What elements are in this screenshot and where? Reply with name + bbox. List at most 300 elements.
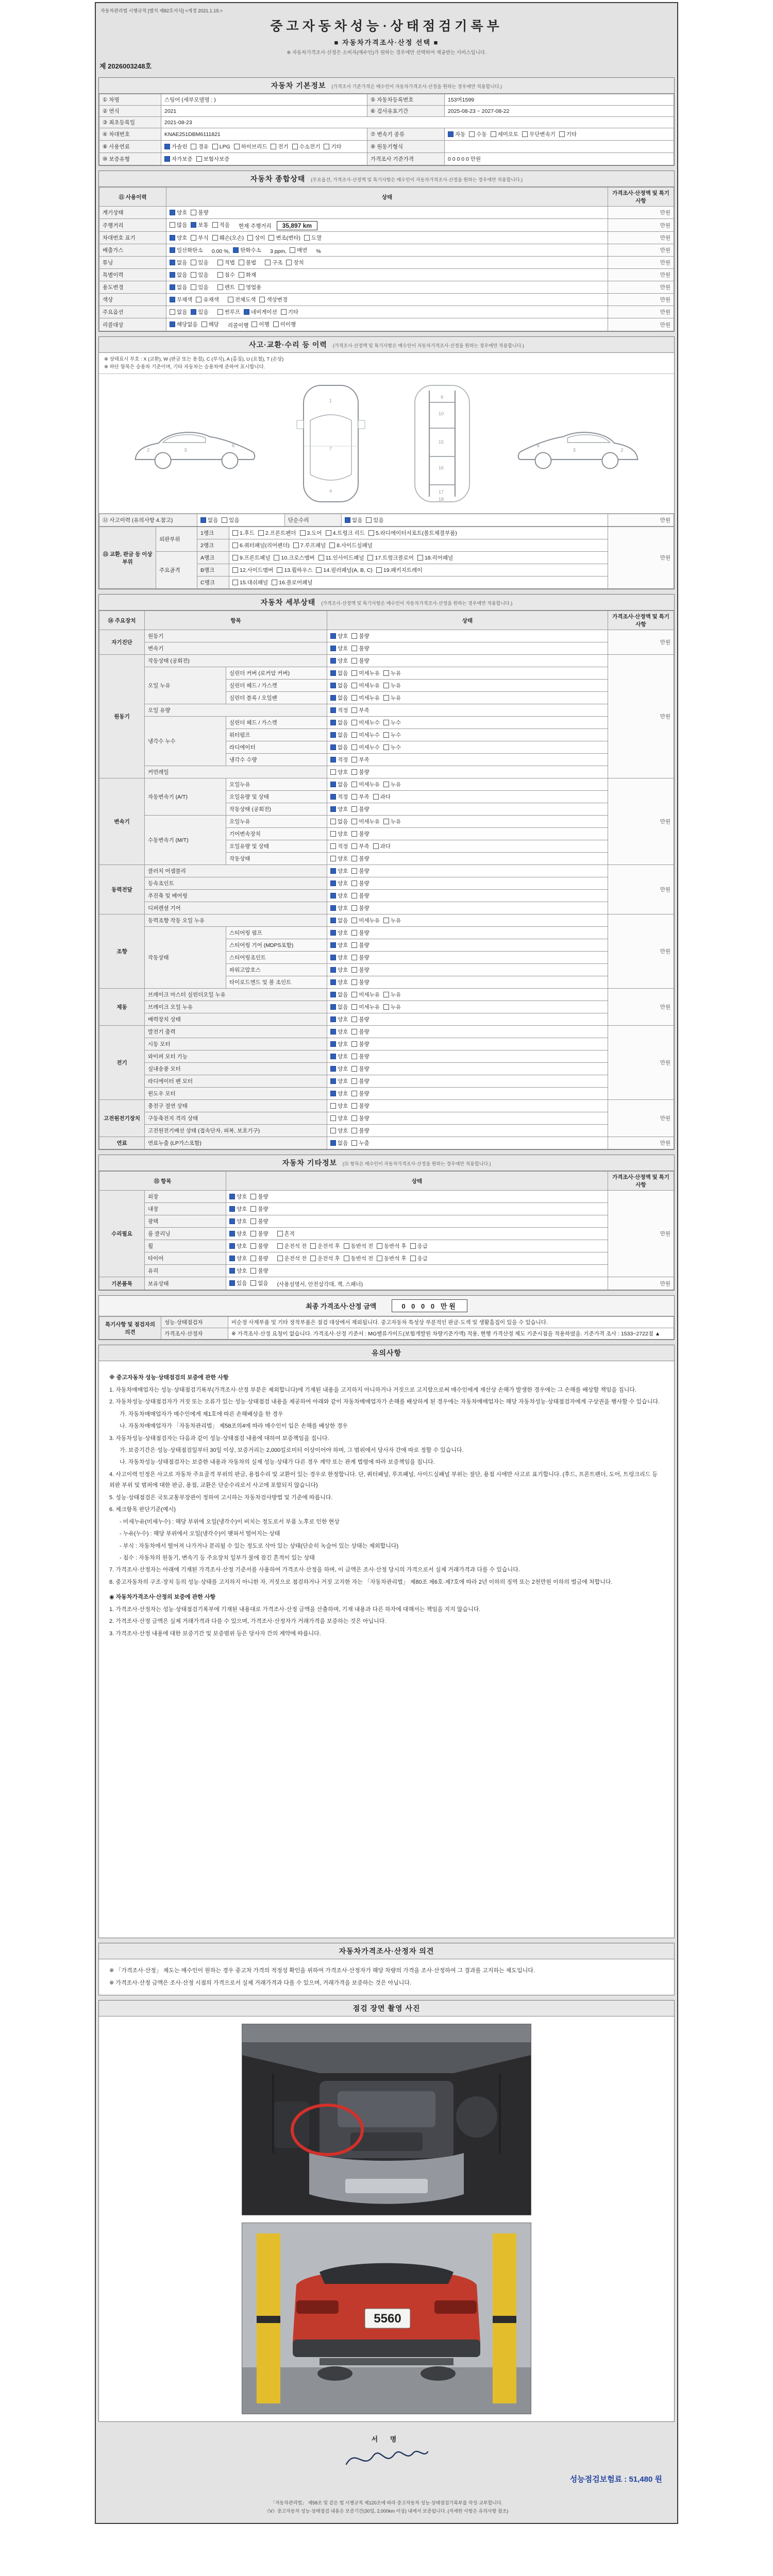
checkbox-checked[interactable] [229, 1194, 235, 1199]
checkbox-checked[interactable] [330, 794, 336, 800]
checkbox-checked[interactable] [330, 967, 336, 973]
checkbox-unchecked[interactable] [310, 1256, 316, 1261]
checkbox-option[interactable] [351, 966, 369, 974]
checkbox-unchecked[interactable] [212, 144, 218, 149]
checkbox-checked[interactable] [330, 732, 336, 738]
checkbox-option[interactable] [217, 259, 235, 266]
checkbox-unchecked[interactable] [351, 683, 357, 688]
checkbox-option[interactable] [351, 632, 369, 640]
checkbox-option[interactable] [351, 645, 369, 652]
checkbox-unchecked[interactable] [351, 646, 357, 651]
checkbox-option[interactable] [170, 271, 187, 279]
checkbox-unchecked[interactable] [351, 769, 357, 775]
checkbox-option[interactable] [250, 1267, 268, 1275]
checkbox-checked[interactable] [330, 1078, 336, 1084]
checkbox-checked[interactable] [229, 1206, 235, 1212]
checkbox-option[interactable] [277, 1242, 307, 1250]
checkbox-option[interactable] [330, 1127, 348, 1134]
checkbox-unchecked[interactable] [351, 658, 357, 664]
checkbox-option[interactable] [222, 516, 239, 524]
checkbox-option[interactable] [217, 271, 235, 279]
checkbox-unchecked[interactable] [383, 670, 389, 676]
checkbox-unchecked[interactable] [232, 530, 238, 536]
checkbox-checked[interactable] [330, 942, 336, 948]
checkbox-option[interactable] [330, 743, 348, 751]
checkbox-unchecked[interactable] [300, 530, 306, 536]
checkbox-checked[interactable] [330, 1091, 336, 1096]
checkbox-option[interactable] [170, 259, 187, 266]
checkbox-option[interactable] [330, 1077, 348, 1085]
checkbox-checked[interactable] [330, 683, 336, 688]
checkbox-option[interactable] [351, 793, 369, 801]
checkbox-option[interactable] [330, 1028, 348, 1036]
checkbox-option[interactable] [383, 1003, 401, 1011]
checkbox-option[interactable] [351, 694, 380, 702]
checkbox-unchecked[interactable] [373, 794, 379, 800]
checkbox-checked[interactable] [244, 309, 249, 315]
checkbox-option[interactable] [258, 529, 296, 537]
checkbox-unchecked[interactable] [351, 819, 357, 824]
checkbox-unchecked[interactable] [351, 856, 357, 861]
checkbox-option[interactable] [330, 855, 348, 862]
checkbox-unchecked[interactable] [201, 321, 207, 327]
checkbox-option[interactable] [330, 954, 348, 961]
checkbox-option[interactable] [170, 209, 187, 216]
checkbox-option[interactable] [232, 541, 290, 549]
checkbox-option[interactable] [232, 529, 255, 537]
checkbox-unchecked[interactable] [469, 131, 475, 137]
checkbox-option[interactable] [351, 929, 369, 937]
checkbox-option[interactable] [196, 296, 219, 303]
checkbox-unchecked[interactable] [351, 1054, 357, 1059]
checkbox-option[interactable] [351, 768, 369, 776]
checkbox-unchecked[interactable] [351, 744, 357, 750]
checkbox-option[interactable] [383, 991, 401, 998]
checkbox-unchecked[interactable] [351, 918, 357, 923]
checkbox-unchecked[interactable] [191, 284, 196, 290]
checkbox-option[interactable] [351, 1090, 369, 1097]
checkbox-unchecked[interactable] [344, 1256, 349, 1261]
checkbox-unchecked[interactable] [522, 131, 528, 137]
checkbox-checked[interactable] [170, 210, 175, 215]
checkbox-option[interactable] [251, 320, 269, 328]
checkbox-unchecked[interactable] [351, 992, 357, 997]
checkbox-option[interactable] [290, 246, 307, 254]
checkbox-option[interactable] [373, 793, 391, 801]
checkbox-unchecked[interactable] [383, 683, 389, 688]
checkbox-option[interactable] [351, 904, 369, 912]
checkbox-option[interactable] [351, 1114, 369, 1122]
checkbox-checked[interactable] [229, 1231, 235, 1236]
checkbox-option[interactable] [330, 941, 348, 949]
checkbox-unchecked[interactable] [351, 1004, 357, 1010]
checkbox-unchecked[interactable] [351, 967, 357, 973]
checkbox-unchecked[interactable] [351, 893, 357, 899]
checkbox-checked[interactable] [330, 782, 336, 787]
checkbox-checked[interactable] [330, 1054, 336, 1059]
checkbox-option[interactable] [330, 867, 348, 875]
checkbox-unchecked[interactable] [274, 555, 279, 561]
checkbox-option[interactable] [330, 632, 348, 640]
checkbox-option[interactable] [330, 657, 348, 665]
checkbox-unchecked[interactable] [366, 517, 372, 523]
checkbox-option[interactable] [383, 682, 401, 689]
checkbox-unchecked[interactable] [316, 567, 322, 573]
checkbox-checked[interactable] [330, 633, 336, 639]
checkbox-option[interactable] [191, 221, 208, 229]
checkbox-checked[interactable] [330, 992, 336, 997]
checkbox-unchecked[interactable] [330, 1115, 336, 1121]
checkbox-option[interactable] [351, 669, 380, 677]
checkbox-unchecked[interactable] [330, 1103, 336, 1109]
checkbox-checked[interactable] [191, 222, 196, 228]
checkbox-checked[interactable] [330, 1004, 336, 1010]
checkbox-checked[interactable] [330, 720, 336, 725]
checkbox-option[interactable] [366, 516, 383, 524]
checkbox-unchecked[interactable] [234, 144, 240, 149]
checkbox-option[interactable] [383, 694, 401, 702]
checkbox-option[interactable] [410, 1242, 428, 1250]
checkbox-unchecked[interactable] [377, 1243, 382, 1249]
checkbox-option[interactable] [330, 879, 348, 887]
checkbox-option[interactable] [330, 1090, 348, 1097]
checkbox-checked[interactable] [330, 918, 336, 923]
checkbox-unchecked[interactable] [304, 235, 310, 241]
checkbox-option[interactable] [191, 283, 208, 291]
checkbox-option[interactable] [271, 143, 288, 150]
checkbox-checked[interactable] [330, 670, 336, 676]
checkbox-checked[interactable] [191, 309, 196, 315]
checkbox-option[interactable] [228, 296, 256, 303]
checkbox-option[interactable] [310, 1242, 340, 1250]
checkbox-checked[interactable] [330, 646, 336, 651]
checkbox-checked[interactable] [229, 1243, 235, 1249]
checkbox-checked[interactable] [330, 1029, 336, 1035]
checkbox-option[interactable] [217, 283, 235, 291]
checkbox-unchecked[interactable] [277, 1256, 283, 1261]
checkbox-unchecked[interactable] [191, 144, 196, 149]
checkbox-unchecked[interactable] [351, 782, 357, 787]
checkbox-option[interactable] [164, 143, 187, 150]
checkbox-option[interactable] [201, 320, 219, 328]
checkbox-option[interactable] [351, 954, 369, 961]
checkbox-unchecked[interactable] [383, 819, 389, 824]
checkbox-unchecked[interactable] [351, 1091, 357, 1096]
checkbox-option[interactable] [330, 669, 348, 677]
checkbox-option[interactable] [330, 768, 348, 776]
checkbox-checked[interactable] [330, 955, 336, 960]
checkbox-option[interactable] [351, 892, 369, 900]
checkbox-checked[interactable] [229, 1280, 235, 1286]
checkbox-checked[interactable] [164, 156, 170, 162]
checkbox-option[interactable] [330, 645, 348, 652]
checkbox-option[interactable] [239, 259, 256, 266]
checkbox-checked[interactable] [229, 1268, 235, 1274]
checkbox-option[interactable] [277, 566, 312, 574]
checkbox-option[interactable] [330, 842, 348, 850]
checkbox-unchecked[interactable] [377, 1256, 382, 1261]
checkbox-unchecked[interactable] [217, 284, 223, 290]
checkbox-option[interactable] [232, 554, 270, 562]
checkbox-option[interactable] [345, 516, 362, 524]
checkbox-unchecked[interactable] [191, 260, 196, 265]
checkbox-option[interactable] [250, 1217, 268, 1225]
checkbox-unchecked[interactable] [250, 1194, 256, 1199]
checkbox-unchecked[interactable] [383, 1004, 389, 1010]
checkbox-checked[interactable] [330, 1066, 336, 1072]
checkbox-option[interactable] [351, 818, 380, 825]
checkbox-unchecked[interactable] [330, 856, 336, 861]
checkbox-checked[interactable] [170, 247, 175, 253]
checkbox-option[interactable] [250, 1242, 268, 1250]
checkbox-option[interactable] [229, 1279, 247, 1287]
checkbox-option[interactable] [318, 554, 364, 562]
checkbox-option[interactable] [448, 130, 465, 138]
checkbox-option[interactable] [351, 1102, 369, 1110]
checkbox-unchecked[interactable] [191, 235, 196, 241]
checkbox-option[interactable] [250, 1205, 268, 1213]
checkbox-unchecked[interactable] [559, 131, 565, 137]
checkbox-option[interactable] [330, 805, 348, 813]
checkbox-option[interactable] [351, 1028, 369, 1036]
checkbox-checked[interactable] [330, 806, 336, 812]
checkbox-unchecked[interactable] [351, 1115, 357, 1121]
checkbox-option[interactable] [383, 917, 401, 924]
checkbox-option[interactable] [330, 793, 348, 801]
checkbox-unchecked[interactable] [351, 868, 357, 874]
checkbox-option[interactable] [351, 1003, 380, 1011]
checkbox-unchecked[interactable] [351, 1140, 357, 1146]
checkbox-unchecked[interactable] [344, 1243, 349, 1249]
checkbox-unchecked[interactable] [383, 720, 389, 725]
checkbox-unchecked[interactable] [268, 235, 274, 241]
checkbox-option[interactable] [330, 966, 348, 974]
checkbox-checked[interactable] [170, 260, 175, 265]
checkbox-unchecked[interactable] [250, 1231, 256, 1236]
checkbox-option[interactable] [330, 1015, 348, 1023]
checkbox-option[interactable] [330, 1139, 348, 1147]
checkbox-option[interactable] [368, 529, 457, 537]
checkbox-option[interactable] [250, 1255, 268, 1262]
checkbox-unchecked[interactable] [351, 942, 357, 948]
checkbox-unchecked[interactable] [271, 144, 276, 149]
checkbox-option[interactable] [383, 743, 401, 751]
checkbox-option[interactable] [212, 221, 230, 229]
checkbox-unchecked[interactable] [170, 222, 175, 228]
checkbox-unchecked[interactable] [351, 695, 357, 701]
checkbox-unchecked[interactable] [410, 1256, 416, 1261]
checkbox-option[interactable] [351, 1139, 369, 1147]
checkbox-option[interactable] [351, 781, 380, 788]
checkbox-option[interactable] [351, 805, 369, 813]
checkbox-option[interactable] [351, 682, 380, 689]
checkbox-unchecked[interactable] [351, 1103, 357, 1109]
checkbox-unchecked[interactable] [239, 272, 244, 278]
checkbox-option[interactable] [383, 731, 401, 739]
checkbox-checked[interactable] [170, 284, 175, 290]
checkbox-unchecked[interactable] [277, 1231, 283, 1236]
checkbox-checked[interactable] [330, 658, 336, 664]
checkbox-checked[interactable] [330, 744, 336, 750]
checkbox-unchecked[interactable] [383, 918, 389, 923]
checkbox-option[interactable] [239, 271, 256, 279]
checkbox-unchecked[interactable] [351, 757, 357, 762]
checkbox-option[interactable] [330, 694, 348, 702]
checkbox-unchecked[interactable] [351, 880, 357, 886]
checkbox-unchecked[interactable] [330, 769, 336, 775]
checkbox-option[interactable] [351, 1053, 369, 1060]
checkbox-unchecked[interactable] [326, 530, 331, 536]
checkbox-option[interactable] [229, 1230, 247, 1238]
checkbox-unchecked[interactable] [286, 260, 292, 265]
checkbox-unchecked[interactable] [351, 1066, 357, 1072]
checkbox-unchecked[interactable] [318, 555, 324, 561]
checkbox-unchecked[interactable] [191, 210, 196, 215]
checkbox-unchecked[interactable] [196, 156, 202, 162]
checkbox-option[interactable] [272, 579, 312, 586]
checkbox-option[interactable] [310, 1255, 340, 1262]
checkbox-unchecked[interactable] [222, 517, 227, 523]
checkbox-unchecked[interactable] [247, 235, 253, 241]
checkbox-unchecked[interactable] [351, 806, 357, 812]
checkbox-unchecked[interactable] [383, 695, 389, 701]
checkbox-option[interactable] [274, 554, 314, 562]
checkbox-option[interactable] [330, 917, 348, 924]
checkbox-option[interactable] [330, 1102, 348, 1110]
checkbox-unchecked[interactable] [217, 309, 223, 315]
checkbox-option[interactable] [304, 234, 322, 242]
checkbox-option[interactable] [170, 308, 187, 316]
checkbox-unchecked[interactable] [217, 260, 223, 265]
checkbox-option[interactable] [491, 130, 519, 138]
checkbox-unchecked[interactable] [351, 1078, 357, 1084]
checkbox-option[interactable] [330, 1053, 348, 1060]
checkbox-checked[interactable] [448, 131, 453, 137]
checkbox-unchecked[interactable] [491, 131, 496, 137]
checkbox-option[interactable] [383, 781, 401, 788]
checkbox-option[interactable] [351, 978, 369, 986]
checkbox-checked[interactable] [170, 297, 175, 302]
checkbox-unchecked[interactable] [383, 992, 389, 997]
checkbox-option[interactable] [330, 978, 348, 986]
checkbox-unchecked[interactable] [324, 144, 329, 149]
checkbox-option[interactable] [377, 1255, 407, 1262]
checkbox-option[interactable] [191, 308, 208, 316]
checkbox-unchecked[interactable] [351, 1041, 357, 1047]
checkbox-checked[interactable] [330, 757, 336, 762]
checkbox-option[interactable] [239, 283, 261, 291]
checkbox-option[interactable] [522, 130, 556, 138]
checkbox-unchecked[interactable] [265, 260, 271, 265]
checkbox-unchecked[interactable] [212, 235, 218, 241]
checkbox-unchecked[interactable] [383, 782, 389, 787]
checkbox-unchecked[interactable] [373, 843, 379, 849]
checkbox-option[interactable] [268, 234, 300, 242]
checkbox-option[interactable] [191, 143, 208, 150]
checkbox-unchecked[interactable] [351, 1128, 357, 1133]
checkbox-option[interactable] [250, 1193, 268, 1200]
checkbox-option[interactable] [351, 1040, 369, 1048]
checkbox-checked[interactable] [330, 707, 336, 713]
checkbox-unchecked[interactable] [330, 819, 336, 824]
checkbox-option[interactable] [330, 756, 348, 764]
checkbox-option[interactable] [351, 1077, 369, 1085]
checkbox-option[interactable] [330, 706, 348, 714]
checkbox-option[interactable] [273, 320, 296, 328]
checkbox-unchecked[interactable] [228, 297, 233, 302]
checkbox-unchecked[interactable] [250, 1206, 256, 1212]
checkbox-option[interactable] [293, 541, 326, 549]
checkbox-checked[interactable] [330, 880, 336, 886]
checkbox-checked[interactable] [330, 868, 336, 874]
checkbox-option[interactable] [229, 1217, 247, 1225]
checkbox-option[interactable] [559, 130, 577, 138]
checkbox-unchecked[interactable] [330, 1128, 336, 1133]
checkbox-unchecked[interactable] [330, 843, 336, 849]
checkbox-option[interactable] [330, 1003, 348, 1011]
checkbox-unchecked[interactable] [239, 260, 244, 265]
checkbox-option[interactable] [330, 682, 348, 689]
checkbox-unchecked[interactable] [383, 732, 389, 738]
checkbox-option[interactable] [351, 1065, 369, 1073]
checkbox-checked[interactable] [170, 272, 175, 278]
checkbox-checked[interactable] [330, 930, 336, 936]
checkbox-option[interactable] [247, 234, 265, 242]
checkbox-option[interactable] [383, 818, 401, 825]
checkbox-option[interactable] [330, 892, 348, 900]
checkbox-unchecked[interactable] [368, 530, 374, 536]
checkbox-option[interactable] [244, 308, 277, 316]
checkbox-option[interactable] [351, 1127, 369, 1134]
checkbox-option[interactable] [351, 867, 369, 875]
checkbox-option[interactable] [329, 541, 373, 549]
checkbox-unchecked[interactable] [217, 272, 223, 278]
checkbox-option[interactable] [330, 781, 348, 788]
checkbox-unchecked[interactable] [273, 321, 279, 327]
checkbox-option[interactable] [259, 296, 288, 303]
checkbox-unchecked[interactable] [277, 567, 282, 573]
checkbox-option[interactable] [351, 991, 380, 998]
checkbox-option[interactable] [200, 516, 218, 524]
checkbox-checked[interactable] [330, 905, 336, 911]
checkbox-checked[interactable] [164, 144, 170, 149]
checkbox-unchecked[interactable] [351, 732, 357, 738]
checkbox-unchecked[interactable] [212, 222, 218, 228]
checkbox-option[interactable] [469, 130, 486, 138]
checkbox-unchecked[interactable] [351, 670, 357, 676]
checkbox-option[interactable] [316, 566, 372, 574]
checkbox-unchecked[interactable] [232, 555, 238, 561]
checkbox-unchecked[interactable] [239, 284, 244, 290]
checkbox-option[interactable] [417, 554, 453, 562]
checkbox-option[interactable] [281, 308, 298, 316]
checkbox-checked[interactable] [330, 1041, 336, 1047]
checkbox-option[interactable] [344, 1255, 374, 1262]
checkbox-option[interactable] [330, 830, 348, 838]
checkbox-option[interactable] [170, 296, 192, 303]
checkbox-option[interactable] [351, 879, 369, 887]
checkbox-unchecked[interactable] [417, 555, 423, 561]
checkbox-unchecked[interactable] [232, 567, 238, 573]
checkbox-unchecked[interactable] [272, 580, 277, 585]
checkbox-checked[interactable] [170, 235, 175, 241]
checkbox-option[interactable] [351, 719, 380, 726]
checkbox-unchecked[interactable] [170, 309, 175, 315]
checkbox-unchecked[interactable] [250, 1218, 256, 1224]
checkbox-unchecked[interactable] [351, 905, 357, 911]
checkbox-unchecked[interactable] [351, 633, 357, 639]
checkbox-unchecked[interactable] [351, 843, 357, 849]
